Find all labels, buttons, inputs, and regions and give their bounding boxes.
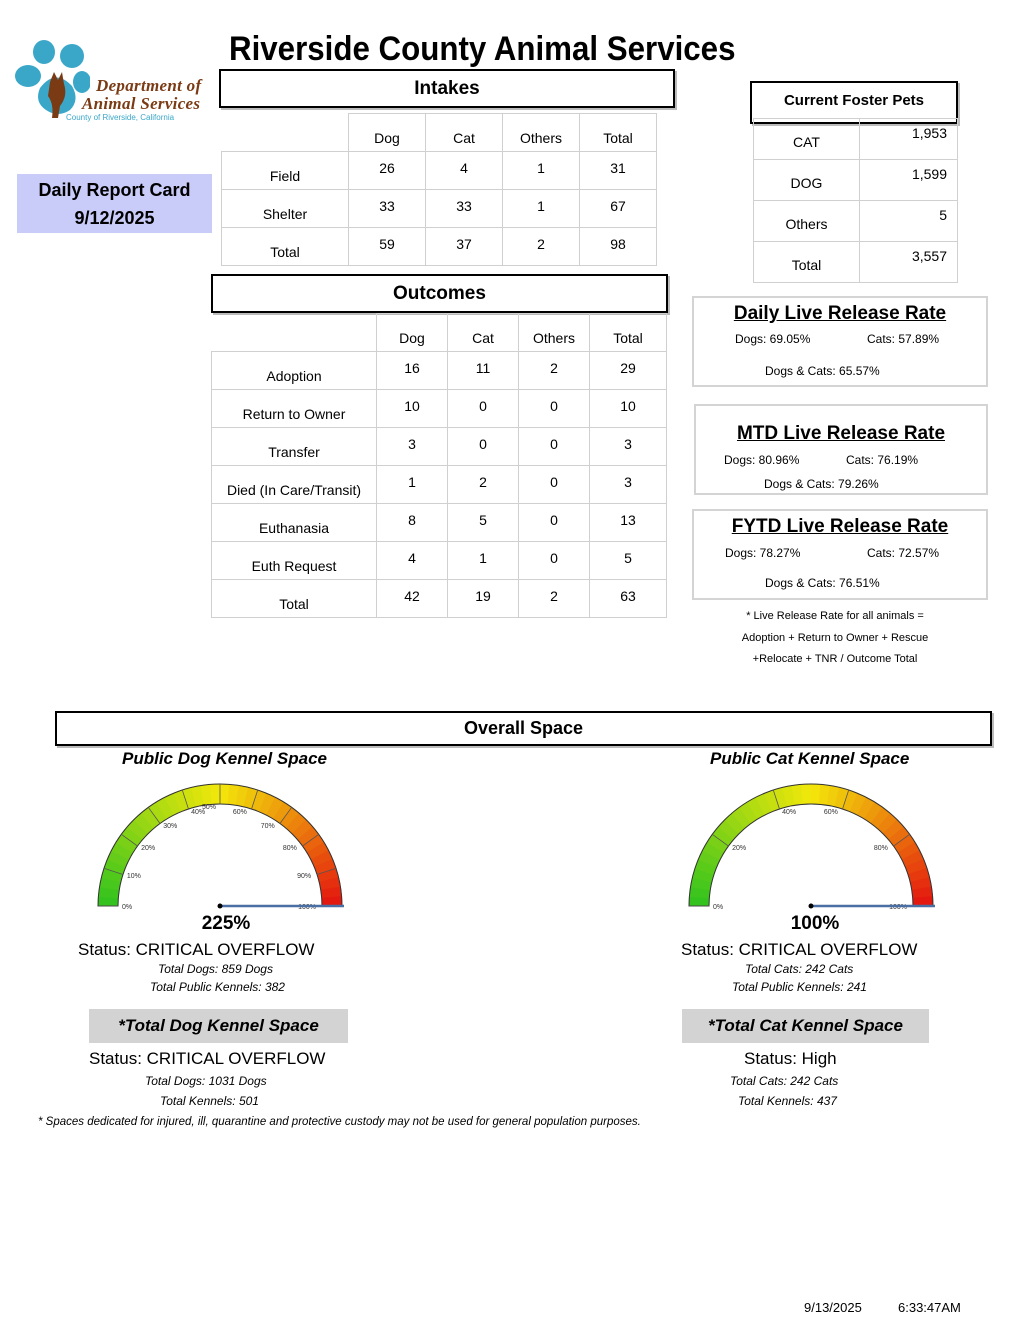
table-row	[212, 390, 667, 428]
table-cell: 0	[519, 504, 590, 542]
rate-dogs: Dogs: 80.96%	[724, 453, 800, 467]
rate-dogs-and-cats: Dogs & Cats: 76.51%	[765, 576, 880, 590]
table-cell: 1	[503, 190, 580, 228]
row-label: Euthanasia	[212, 504, 377, 542]
intakes-title: Intakes	[219, 69, 675, 108]
rate-dogs-and-cats: Dogs & Cats: 65.57%	[765, 364, 880, 378]
table-cell: 3,557	[860, 242, 958, 283]
department-logo	[10, 38, 210, 128]
row-label: Field	[222, 152, 349, 190]
table-row	[212, 352, 667, 390]
table-cell: 5	[590, 542, 667, 580]
table-row	[754, 119, 958, 160]
table-cell: 10	[377, 390, 448, 428]
table-cell: 26	[349, 152, 426, 190]
table-cell: 2	[448, 466, 519, 504]
row-label: Euth Request	[212, 542, 377, 580]
table-cell: 4	[426, 152, 503, 190]
table-cell: 2	[519, 352, 590, 390]
column-header: Total	[590, 314, 667, 352]
row-label: Total	[212, 580, 377, 618]
table-row	[212, 580, 667, 618]
table-cell: 3	[590, 428, 667, 466]
dog-total-kennels-line: Total Kennels: 501	[160, 1094, 259, 1108]
table-cell: 2	[503, 228, 580, 266]
table-corner	[212, 314, 377, 352]
table-cell: 59	[349, 228, 426, 266]
outcomes-table	[211, 313, 667, 618]
row-label: Others	[754, 201, 860, 242]
column-header: Cat	[448, 314, 519, 352]
row-label: Died (In Care/Transit)	[212, 466, 377, 504]
table-cell: 3	[377, 428, 448, 466]
column-header: Others	[503, 114, 580, 152]
table-cell: 5	[448, 504, 519, 542]
cat-total-line: Total Cats: 242 Cats	[745, 962, 854, 976]
rate-cats: Cats: 57.89%	[867, 332, 940, 346]
gauge-tick-label: 40%	[782, 808, 797, 816]
gauge-tick-label: 80%	[282, 845, 297, 853]
table-cell: 1	[448, 542, 519, 580]
cat-total-kennels-line: Total Kennels: 437	[738, 1094, 837, 1108]
rate-title: MTD Live Release Rate	[736, 423, 946, 444]
logo-text-line1: Department of	[96, 76, 202, 95]
cat-gauge-percent: 100%	[790, 913, 840, 934]
total-cat-kennel-space-label: *Total Cat Kennel Space	[682, 1009, 929, 1043]
footer-date: 9/13/2025	[804, 1300, 862, 1315]
logo-subtext: County of Riverside, California	[66, 113, 175, 122]
table-cell: 16	[377, 352, 448, 390]
table-cell: 42	[377, 580, 448, 618]
gauge-tick-label: 20%	[141, 845, 156, 853]
gauge-arc-segment	[801, 784, 811, 804]
column-header: Cat	[426, 114, 503, 152]
table-cell: 37	[426, 228, 503, 266]
dog-kennels-line: Total Public Kennels: 382	[150, 980, 285, 994]
gauge-tick-label: 60%	[232, 808, 247, 816]
column-header: Others	[519, 314, 590, 352]
table-cell: 11	[448, 352, 519, 390]
gauge-tick-label: 0%	[122, 904, 133, 911]
page-title: Riverside County Animal Services	[229, 30, 736, 68]
gauge-tick-label: 40%	[191, 808, 206, 816]
gauge-arc-segment	[913, 896, 933, 906]
gauge-hub	[809, 904, 814, 909]
table-cell: 0	[519, 428, 590, 466]
table-row	[212, 428, 667, 466]
dog-total-line: Total Dogs: 859 Dogs	[158, 962, 273, 976]
note-line: * Live Release Rate for all animals =	[746, 610, 924, 622]
rate-title: Daily Live Release Rate	[733, 303, 947, 324]
cat-status: Status: CRITICAL OVERFLOW	[681, 940, 918, 959]
gauge-tick-label: 80%	[873, 845, 888, 853]
table-cell: 1	[377, 466, 448, 504]
table-cell: 98	[580, 228, 657, 266]
gauge-tick-label: 50%	[201, 804, 216, 811]
table-cell: 1,953	[860, 119, 958, 160]
table-cell: 0	[448, 428, 519, 466]
table-row	[222, 228, 657, 266]
gauge-tick-label: 100%	[889, 904, 907, 911]
gauge-arc-segment	[210, 784, 220, 804]
table-row	[754, 242, 958, 283]
mtd-live-release-rate-box	[694, 404, 988, 495]
dog-gauge-title: Public Dog Kennel Space	[122, 749, 327, 768]
live-release-rate-note	[700, 606, 970, 671]
table-cell: 1,599	[860, 160, 958, 201]
note-line: Adoption + Return to Owner + Rescue	[741, 631, 929, 644]
overall-space-title: Overall Space	[55, 711, 992, 746]
table-cell: 3	[590, 466, 667, 504]
row-label: DOG	[754, 160, 860, 201]
table-cell: 13	[590, 504, 667, 542]
outcomes-title: Outcomes	[211, 274, 668, 313]
paw-logo-icon	[10, 38, 90, 122]
table-cell: 33	[349, 190, 426, 228]
row-label: CAT	[754, 119, 860, 160]
rate-cats: Cats: 72.57%	[867, 546, 940, 560]
table-cell: 0	[519, 466, 590, 504]
daily-live-release-rate-box	[692, 296, 988, 387]
gauge-tick-label: 10%	[126, 873, 141, 881]
logo-text-line2: Animal Services	[82, 94, 201, 113]
row-label: Shelter	[222, 190, 349, 228]
table-row	[222, 152, 657, 190]
table-cell: 4	[377, 542, 448, 580]
cat-kennel-gauge	[671, 776, 951, 916]
dog-gauge-percent: 225%	[201, 913, 251, 934]
row-label: Adoption	[212, 352, 377, 390]
gauge-arc-segment	[322, 896, 342, 906]
table-cell: 2	[519, 580, 590, 618]
table-row	[212, 466, 667, 504]
gauge-tick-label: 20%	[732, 845, 747, 853]
cat-gauge-title: Public Cat Kennel Space	[710, 749, 910, 768]
table-header-row	[222, 114, 657, 152]
rate-dogs: Dogs: 78.27%	[725, 546, 801, 560]
gauge-tick-label: 100%	[298, 904, 316, 911]
table-cell: 33	[426, 190, 503, 228]
table-cell: 19	[448, 580, 519, 618]
cat-total-status: Status: High	[744, 1049, 837, 1068]
table-cell: 29	[590, 352, 667, 390]
table-cell: 8	[377, 504, 448, 542]
table-row	[754, 201, 958, 242]
gauge-hub	[218, 904, 223, 909]
table-row	[222, 190, 657, 228]
table-corner	[222, 114, 349, 152]
row-label: Transfer	[212, 428, 377, 466]
rate-dogs: Dogs: 69.05%	[735, 332, 811, 346]
dog-kennel-gauge	[80, 776, 360, 916]
cat-kennels-line: Total Public Kennels: 241	[732, 980, 867, 994]
gauge-tick-label: 0%	[713, 904, 724, 911]
rate-title: FYTD Live Release Rate	[731, 516, 949, 537]
table-cell: 0	[519, 390, 590, 428]
table-cell: 10	[590, 390, 667, 428]
note-line: +Relocate + TNR / Outcome Total	[752, 653, 918, 665]
row-label: Total	[222, 228, 349, 266]
foster-title: Current Foster Pets	[750, 81, 958, 124]
gauge-tick-label: 30%	[163, 823, 178, 831]
intakes-table	[221, 113, 657, 266]
total-dog-kennel-space-label: *Total Dog Kennel Space	[89, 1009, 348, 1043]
row-label: Total	[754, 242, 860, 283]
table-cell: 5	[860, 201, 958, 242]
gauge-tick-label: 90%	[297, 873, 312, 881]
cat-total-count-line: Total Cats: 242 Cats	[730, 1074, 839, 1088]
rate-dogs-and-cats: Dogs & Cats: 79.26%	[764, 477, 879, 491]
table-cell: 31	[580, 152, 657, 190]
report-card-date: 9/12/2025	[74, 208, 155, 228]
gauge-tick-label: 60%	[823, 808, 838, 816]
table-cell: 0	[519, 542, 590, 580]
dog-status: Status: CRITICAL OVERFLOW	[78, 940, 315, 959]
footer-time: 6:33:47AM	[898, 1300, 961, 1315]
table-cell: 1	[503, 152, 580, 190]
rate-cats: Cats: 76.19%	[846, 453, 919, 467]
table-row	[212, 504, 667, 542]
dog-total-status: Status: CRITICAL OVERFLOW	[89, 1049, 326, 1068]
report-card-label: Daily Report Card	[38, 180, 191, 200]
table-row	[212, 542, 667, 580]
table-header-row	[212, 314, 667, 352]
row-label: Return to Owner	[212, 390, 377, 428]
column-header: Dog	[349, 114, 426, 152]
fytd-live-release-rate-box	[692, 509, 988, 600]
dog-total-count-line: Total Dogs: 1031 Dogs	[145, 1074, 267, 1088]
table-cell: 63	[590, 580, 667, 618]
daily-report-card-badge	[17, 174, 212, 233]
table-cell: 0	[448, 390, 519, 428]
gauge-tick-label: 70%	[260, 823, 275, 831]
column-header: Dog	[377, 314, 448, 352]
column-header: Total	[580, 114, 657, 152]
foster-table	[753, 118, 958, 283]
table-row	[754, 160, 958, 201]
footnote: * Spaces dedicated for injured, ill, quarantine and protective custody may not be used for general population purposes.	[38, 1116, 641, 1128]
table-cell: 67	[580, 190, 657, 228]
